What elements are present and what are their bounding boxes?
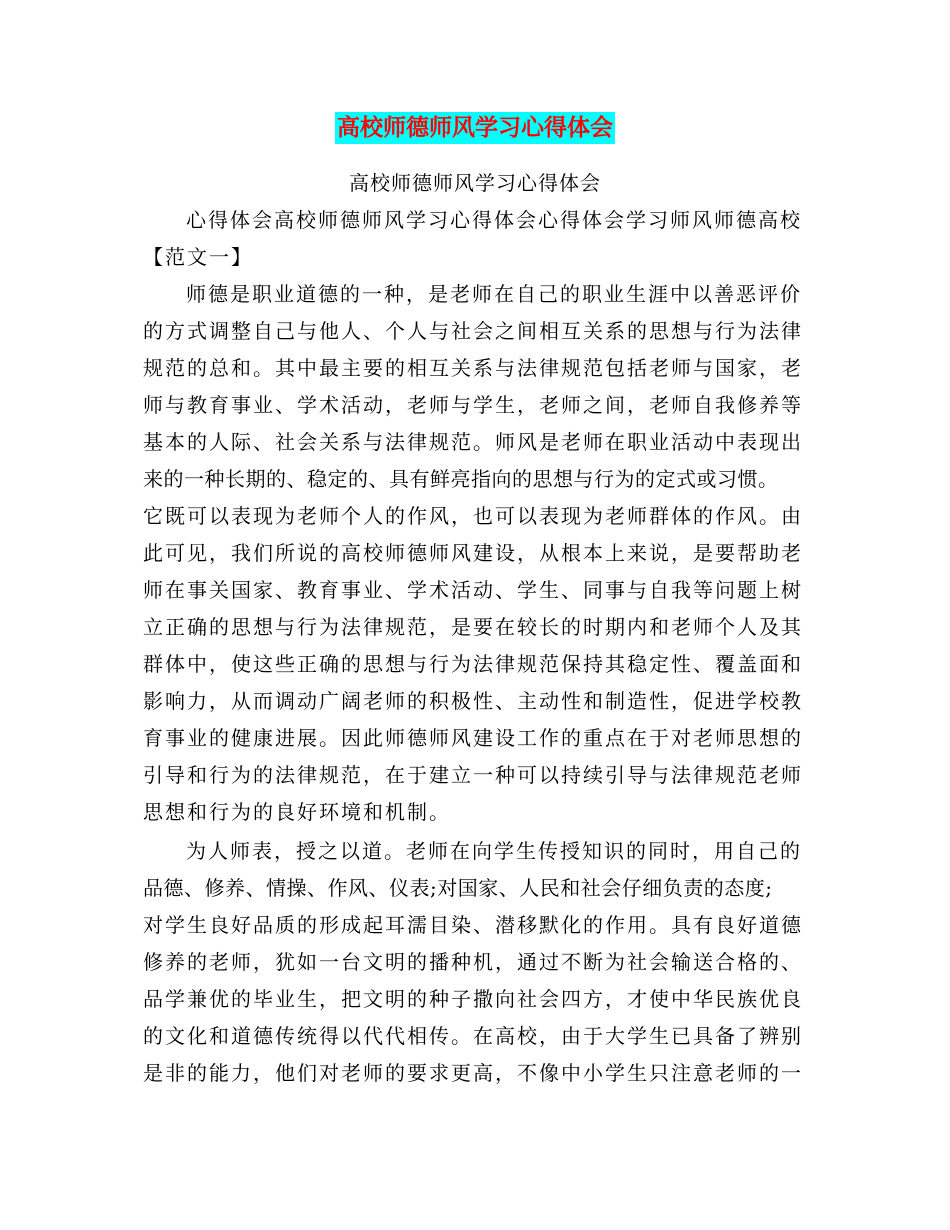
paragraph-line: 规范的总和。其中最主要的相互关系与法律规范包括老师与国家，老	[143, 356, 803, 380]
paragraph-line: 来的一种长期的、稳定的、具有鲜亮指向的思想与行为的定式或习惯。	[143, 467, 779, 491]
paragraph-line: 品德、修养、情操、作风、仪表;对国家、人民和社会仔细负责的态度;	[143, 876, 773, 900]
paragraph-line: 师德是职业道德的一种，是老师在自己的职业生涯中以善恶评价	[186, 282, 802, 306]
paragraph-line: 的文化和道德传统得以代代相传。在高校，由于大学生已具备了辨别	[143, 1024, 803, 1048]
section-label: 【范文一】	[143, 245, 253, 269]
document-title	[0, 112, 950, 144]
paragraph-line: 育事业的健康进展。因此师德师风建设工作的重点在于对老师思想的	[143, 726, 803, 750]
paragraph-line: 师在事关国家、教育事业、学术活动、学生、同事与自我等问题上树	[143, 578, 803, 602]
paragraph-line: 影响力，从而调动广阔老师的积极性、主动性和制造性，促进学校教	[143, 689, 803, 713]
paragraph-line: 基本的人际、社会关系与法律规范。师风是老师在职业活动中表现出	[143, 430, 803, 454]
document-keywords: 心得体会高校师德师风学习心得体会心得体会学习师风师德高校	[186, 208, 802, 232]
paragraph-line: 为人师表，授之以道。老师在向学生传授知识的同时，用自己的	[186, 839, 802, 863]
document-subtitle: 高校师德师风学习心得体会	[349, 171, 601, 195]
paragraph-line: 引导和行为的法律规范，在于建立一种可以持续引导与法律规范老师	[143, 763, 803, 787]
paragraph-line: 品学兼优的毕业生，把文明的种子撒向社会四方，才使中华民族优良	[143, 987, 803, 1011]
document-title-text: 高校师德师风学习心得体会	[335, 112, 615, 144]
paragraph-line: 对学生良好品质的形成起耳濡目染、潜移默化的作用。具有良好道德	[143, 913, 803, 937]
paragraph-line: 思想和行为的良好环境和机制。	[143, 800, 451, 824]
paragraph-line: 的方式调整自己与他人、个人与社会之间相互关系的思想与行为法律	[143, 319, 803, 343]
paragraph-line: 立正确的思想与行为法律规范，是要在较长的时期内和老师个人及其	[143, 615, 803, 639]
paragraph-line: 此可见，我们所说的高校师德师风建设，从根本上来说，是要帮助老	[143, 541, 803, 565]
paragraph-line: 群体中，使这些正确的思想与行为法律规范保持其稳定性、覆盖面和	[143, 652, 803, 676]
paragraph-line: 是非的能力，他们对老师的要求更高，不像中小学生只注意老师的一	[143, 1061, 803, 1085]
paragraph-line: 修养的老师，犹如一台文明的播种机，通过不断为社会输送合格的、	[143, 950, 803, 974]
paragraph-line: 它既可以表现为老师个人的作风，也可以表现为老师群体的作风。由	[143, 504, 803, 528]
paragraph-line: 师与教育事业、学术活动，老师与学生，老师之间，老师自我修养等	[143, 393, 803, 417]
